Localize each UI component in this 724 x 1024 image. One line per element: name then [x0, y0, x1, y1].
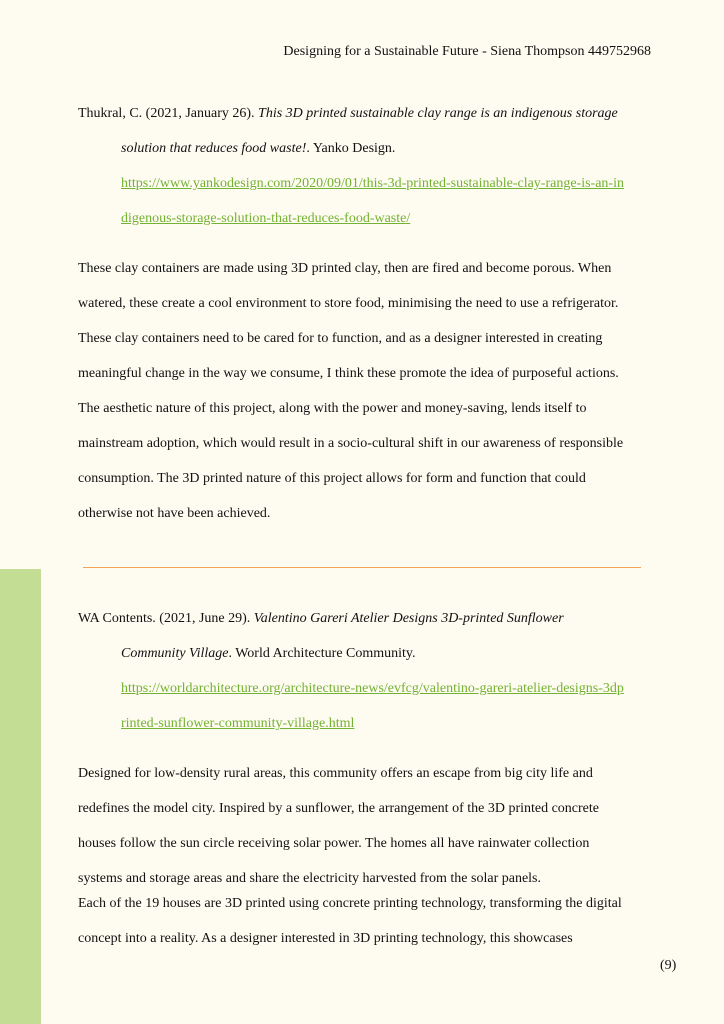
paragraph-line: watered, these create a cool environment to store food, minimising the need to use a refrigerator. [78, 296, 619, 311]
paragraph-line: mainstream adoption, which would result in a socio-cultural shift in our awareness of responsible [78, 436, 624, 451]
reference-line [78, 104, 658, 139]
reference-url-line [78, 714, 658, 749]
reference-author-date: WA Contents. (2021, June 29). [78, 611, 254, 626]
reference-line [78, 609, 658, 644]
reference-url-line [78, 209, 658, 244]
annotation-paragraph-1 [78, 259, 658, 539]
reference-line [78, 644, 658, 679]
side-accent-bar [0, 569, 41, 1024]
paragraph-line: redefines the model city. Inspired by a sunflower, the arrangement of the 3D printed concrete [78, 801, 600, 816]
annotation-paragraph-2 [78, 764, 658, 964]
page-number: (9) [660, 958, 677, 973]
running-header: Designing for a Sustainable Future - Siena Thompson 449752968 [283, 44, 651, 59]
paragraph-line: consumption. The 3D printed nature of this project allows for form and function that could [78, 471, 586, 486]
reference-entry-1 [78, 104, 658, 244]
paragraph-line: otherwise not have been achieved. [78, 506, 271, 521]
reference-url-link[interactable]: digenous-storage-solution-that-reduces-food-waste/ [121, 211, 411, 226]
reference-title: This 3D printed sustainable clay range is an indigenous storage [258, 106, 618, 121]
paragraph-line: These clay containers are made using 3D printed clay, then are fired and become porous. When [78, 261, 612, 276]
reference-url-line [78, 174, 658, 209]
paragraph-line: concept into a reality. As a designer interested in 3D printing technology, this showcases [78, 931, 573, 946]
reference-author-date: Thukral, C. (2021, January 26). [78, 106, 259, 121]
reference-publisher: . Yanko Design. [306, 141, 396, 156]
reference-url-link[interactable]: https://www.yankodesign.com/2020/09/01/this-3d-printed-sustainable-clay-range-is-an-in [121, 176, 624, 191]
reference-title-continued: Community Village [121, 646, 229, 661]
paragraph-line: The aesthetic nature of this project, along with the power and money-saving, lends itself to [78, 401, 587, 416]
reference-publisher: . World Architecture Community. [228, 646, 416, 661]
paragraph-line: houses follow the sun circle receiving solar power. The homes all have rainwater collection [78, 836, 590, 851]
reference-url-line [78, 679, 658, 714]
reference-title: Valentino Gareri Atelier Designs 3D-printed Sunflower [253, 611, 564, 626]
paragraph-line: systems and storage areas and share the electricity harvested from the solar panels. [78, 871, 541, 886]
reference-title-continued: solution that reduces food waste! [121, 141, 307, 156]
paragraph-line: meaningful change in the way we consume, I think these promote the idea of purposeful actions. [78, 366, 619, 381]
paragraph-line: Each of the 19 houses are 3D printed using concrete printing technology, transforming the digital [78, 896, 622, 911]
reference-url-link[interactable]: rinted-sunflower-community-village.html [121, 716, 355, 731]
paragraph-line: These clay containers need to be cared for to function, and as a designer interested in creating [78, 331, 603, 346]
section-divider [83, 567, 641, 568]
paragraph-line: Designed for low-density rural areas, this community offers an escape from big city life and [78, 766, 593, 781]
reference-url-link[interactable]: https://worldarchitecture.org/architecture-news/evfcg/valentino-gareri-atelier-designs-3dp [121, 681, 624, 696]
reference-entry-2 [78, 609, 658, 749]
reference-line [78, 139, 658, 174]
